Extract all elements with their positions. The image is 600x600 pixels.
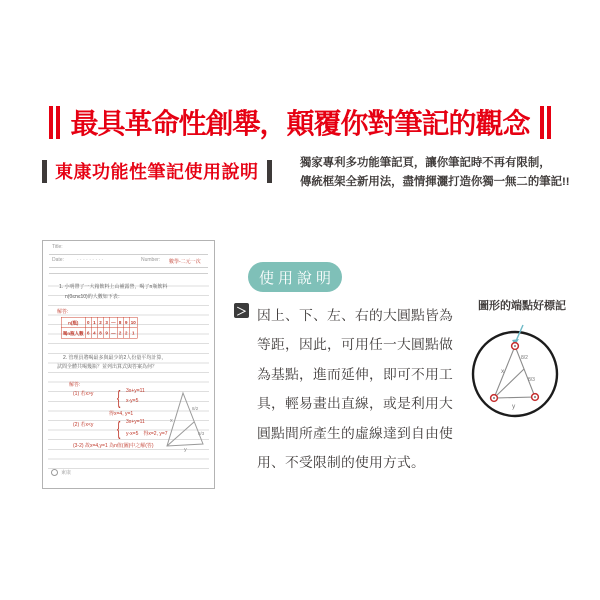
table-cell: 8 xyxy=(97,328,103,339)
tagline-line-2: 傳統框架全新用法，盡情揮灑打造你獨一無二的筆記!! xyxy=(300,175,570,188)
title-right-bars-icon xyxy=(540,106,551,139)
diagram-label-left: x xyxy=(501,368,505,375)
tri-label-right-bottom: 8/3 xyxy=(198,431,205,436)
table-cell: 4 xyxy=(91,328,97,339)
eq1-a: 3x+y=11 xyxy=(126,388,145,394)
header-divider-2 xyxy=(49,267,208,268)
header-divider-3 xyxy=(49,273,208,274)
eq3: (3-2) 故x=4,y=1 為n值(圖)中之解(答) xyxy=(73,443,154,449)
answer-label-1: 解答: xyxy=(57,309,69,315)
table-cell: n(瓶) xyxy=(61,317,85,328)
main-title-row xyxy=(0,102,600,142)
notebook-logo-circle-icon xyxy=(51,469,58,476)
table-cell: 2 xyxy=(117,328,123,339)
table-cell: 9 xyxy=(104,328,110,339)
notebook-page-image xyxy=(42,240,215,489)
usage-line-1: 因上、下、左、右的大圓點皆為 xyxy=(257,308,453,323)
note-line-1: 2. 管理員將喝最多與最少的2人份量平均計算， xyxy=(63,355,167,361)
diagram-title: 圖形的端點好標記 xyxy=(478,300,566,312)
subtitle-right-bar-icon xyxy=(267,160,272,183)
usage-line-4: 具，輕易畫出直線，或是利用大 xyxy=(257,396,453,412)
tri-label-right-top: 8/2 xyxy=(192,406,199,411)
notebook-number-value: 數學-二元一次 xyxy=(169,259,201,265)
usage-line-6: 用、不受限制的使用方式。 xyxy=(257,454,425,470)
table-cell: — xyxy=(110,328,117,339)
notebook-triangle-sketch xyxy=(143,379,213,455)
subtitle-left-bar-icon xyxy=(42,160,47,183)
usage-line-3: 為基點，進而延伸，即可不用工 xyxy=(257,366,453,382)
table-cell: 6 xyxy=(85,328,91,339)
problem-line-1: 1. 小明帶了一大箱飲料上山補露營，喝了n瓶飲料 xyxy=(59,284,168,290)
notebook-title-label: Title: xyxy=(52,244,63,250)
eq1-result: 得x=4, y=1 xyxy=(109,411,134,417)
eq1-b: x-y=5 xyxy=(126,398,139,404)
brace-icon: { xyxy=(117,419,121,440)
data-table-wrap xyxy=(61,317,138,339)
table-row xyxy=(61,317,137,328)
table-cell: 1 xyxy=(91,317,97,328)
eq2-head: (2) 若x<y xyxy=(73,422,94,428)
endpoint-circle-diagram xyxy=(466,320,574,434)
chevron-bullet-icon: ＞ xyxy=(234,303,249,318)
notebook-number-label: Number: xyxy=(141,257,161,263)
diagram-label-bottom: y xyxy=(512,403,516,410)
table-cell: — xyxy=(110,317,117,328)
tri-label-left: x xyxy=(170,418,173,424)
tri-label-bottom: y xyxy=(184,447,187,453)
table-cell: 9 xyxy=(123,317,129,328)
page-title: 最具革命性創舉，顛覆你對筆記的觀念 xyxy=(70,108,530,139)
table-cell: 1 xyxy=(129,328,137,339)
usage-line-2: 等距，因此，可用任一大圓點做 xyxy=(257,337,453,353)
data-table xyxy=(61,317,138,339)
tagline-line-1: 獨家專利多功能筆記頁，讓你筆記時不再有限制， xyxy=(300,157,551,169)
brace-icon: { xyxy=(117,388,121,409)
title-left-bars-icon xyxy=(49,106,60,139)
usage-description xyxy=(257,301,453,477)
problem-line-2: n(0≤n≤10)的人數如下表： xyxy=(65,294,123,300)
note-line-2: 試問全體共喝幾瓶？並列出算式與答案為何？ xyxy=(57,364,157,370)
eq1-head: (1) 若x>y xyxy=(73,391,94,397)
table-cell: 喝n瓶人數 xyxy=(61,328,85,339)
eq2-a: 3x+y=11 xyxy=(126,419,145,425)
table-row xyxy=(61,328,137,339)
header-divider-1 xyxy=(49,254,208,255)
table-cell: 3 xyxy=(104,317,110,328)
notebook-date-dots: · · · · · · · · · xyxy=(77,257,104,263)
notebook-date-label: Date: xyxy=(52,257,64,263)
table-cell: 0 xyxy=(85,317,91,328)
notebook-footer-text: 東康 xyxy=(61,470,71,476)
usage-line-5: 圓點間所產生的虛線達到自由使 xyxy=(257,425,453,441)
table-cell: 2 xyxy=(123,328,129,339)
table-cell: 8 xyxy=(117,317,123,328)
eq2-b: y-x=5 得x=2, y=7 xyxy=(126,431,168,437)
answer-label-2: 解答: xyxy=(69,382,81,388)
table-cell: 10 xyxy=(129,317,137,328)
table-cell: 2 xyxy=(97,317,103,328)
diagram-label-right-bottom: 8/3 xyxy=(528,377,535,383)
subtitle-text: 東康功能性筆記使用說明 xyxy=(55,162,259,182)
usage-badge: 使用說明 xyxy=(248,262,342,292)
tagline xyxy=(300,154,570,191)
diagram-label-right-top: 8/2 xyxy=(521,355,528,361)
subtitle-row xyxy=(42,158,272,184)
